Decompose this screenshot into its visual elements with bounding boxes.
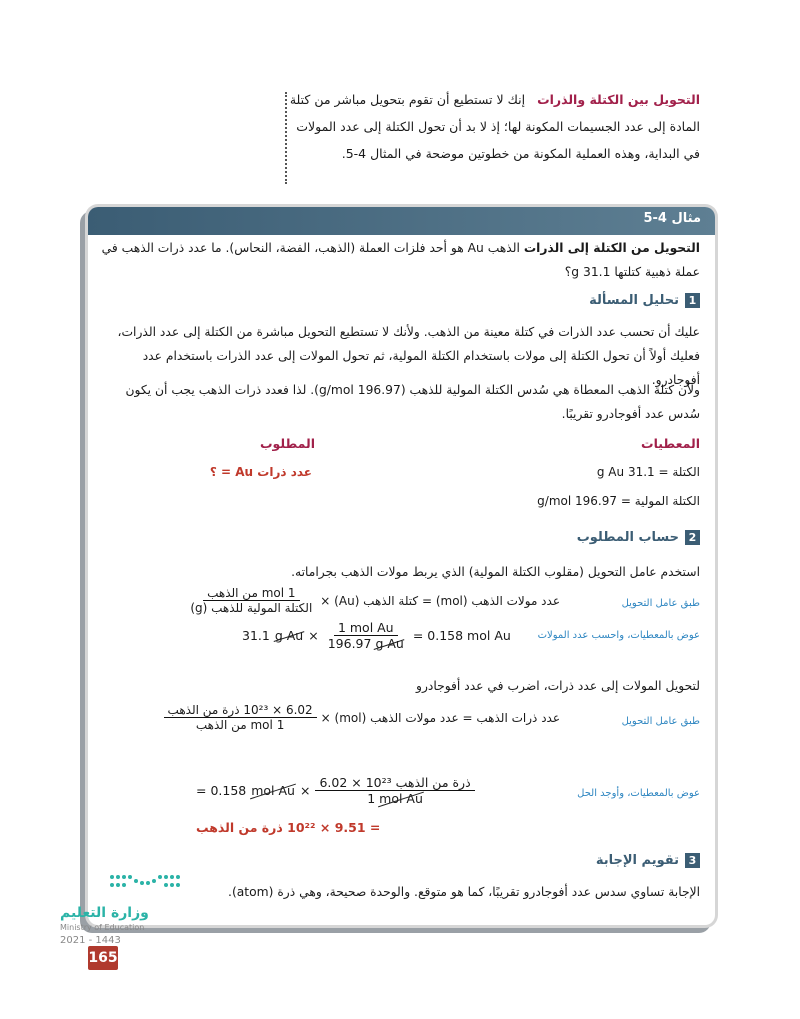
intro-lead: التحويل بين الكتلة والذرات — [537, 92, 700, 107]
problem-statement — [100, 236, 700, 284]
eq2-numerator: 1 mol Au — [334, 620, 398, 636]
eq2-fraction — [324, 620, 408, 651]
given-mass: الكتلة = 31.1 g Au — [596, 465, 700, 479]
step1-paragraph2: ولأن كتلة الذهب المعطاة هي سُدس الكتلة المولية للذهب (196.97 g/mol). لذا فعدد ذرات الذهب يجب أن يكون سُدس عدد أفوجادرو تقريبًا. — [125, 383, 700, 421]
eq1-lhs: عدد مولات الذهب (mol) = كتلة الذهب (Au) × — [320, 593, 560, 608]
eq3-lhs: عدد ذرات الذهب = عدد مولات الذهب (mol) × — [320, 710, 560, 725]
step3-title: تقويم الإجابة — [595, 853, 679, 868]
unknown-label: المطلوب — [259, 436, 315, 451]
eq4-fraction — [315, 775, 474, 806]
intro-text: إنك لا تستطيع أن تقوم بتحويل مباشر من كتلة المادة إلى عدد الجسيمات المكونة لها؛ إذ لا بد أن تحول الكتلة إلى عدد المولات في البداية، وهذه العملية المكونة من خطوتين موضحة في المثال 4-5. — [289, 92, 700, 161]
example-header — [88, 207, 715, 235]
problem-lead: التحويل من الكتلة إلى الذرات — [523, 241, 700, 255]
step3-heading — [596, 853, 700, 868]
given-molar-mass: الكتلة المولية = 196.97 g/mol — [537, 494, 700, 508]
step1-number: 1 — [685, 293, 700, 308]
eq3-fraction — [164, 703, 317, 732]
year-label: 2021 - 1443 — [60, 935, 121, 946]
eq4-numerator: 6.02 × 10²³ ذرة من الذهب — [315, 775, 474, 791]
ministry-name-en: Ministry of Education — [60, 923, 145, 932]
page-number: 165 — [88, 946, 118, 970]
tag-apply-factor: طبق عامل التحويل — [621, 598, 700, 609]
step3-number: 3 — [685, 853, 700, 868]
eq2-result: = 0.158 mol Au — [412, 628, 511, 643]
eq2-denominator: 196.97 g Au — [327, 636, 404, 651]
ministry-logo — [42, 885, 172, 945]
step2-heading — [577, 530, 700, 545]
eq3-numerator: 6.02 × 10²³ ذرة من الذهب — [164, 703, 317, 718]
step1-title: تحليل المسألة — [589, 293, 679, 308]
equation-atoms-calc: = 0.158 mol Au × $\frac{\text{6.02 × 10²³ ذرة من الذهب}}{\text{1 mol Au}}$ — [196, 775, 475, 806]
step3-text: الإجابة تساوي سدس عدد أفوجادرو تقريبًا، كما هو متوقع. والوحدة صحيحة، وهي ذرة (atom). — [228, 885, 700, 899]
eq4-moles-unit: mol Au — [251, 783, 295, 798]
eq3-denominator: 1 mol من الذهب — [195, 718, 285, 732]
tag-substitute-solve: عوض بالمعطيات، وأوجد الحل — [577, 788, 700, 799]
example-title: مثال 4-5 — [643, 211, 701, 226]
final-result: = 9.51 × 10²² ذرة من الذهب — [196, 820, 381, 835]
dots-logo-icon — [102, 867, 262, 897]
eq4-denominator: 1 mol Au — [367, 791, 423, 806]
equation-moles-formula — [186, 586, 560, 615]
given-label: المعطيات — [641, 436, 700, 451]
step2-title: حساب المطلوب — [576, 530, 679, 545]
step2-mid: لتحويل المولات إلى عدد ذرات، اضرب في عدد أفوجادرو — [416, 679, 700, 693]
equation-moles-calc: 31.1 g Au × $\frac{\text{1 mol Au}}{\text{196.97 g Au}}$ = 0.158 mol Au — [242, 620, 511, 651]
equation-atoms-formula — [164, 703, 560, 732]
step1-heading — [589, 293, 700, 308]
eq1-denominator: الكتلة المولية للذهب (g) — [190, 601, 313, 615]
eq1-fraction — [186, 586, 316, 615]
eq1-numerator: 1 mol من الذهب — [203, 586, 299, 601]
ministry-name-ar: وزارة التعليم — [60, 905, 149, 921]
step2-number: 2 — [685, 530, 700, 545]
eq2-mass-unit: g Au — [274, 628, 304, 643]
eq2-mass-value: 31.1 — [242, 628, 270, 643]
step2-intro: استخدم عامل التحويل (مقلوب الكتلة المولية) الذي يربط مولات الذهب بجراماته. — [291, 565, 700, 579]
intro-paragraph — [280, 86, 700, 167]
tag-apply-factor-2: طبق عامل التحويل — [621, 716, 700, 727]
problem-text: الذهب Au هو أحد فلزات العملة (الذهب، الفضة، النحاس). ما عدد ذرات الذهب في عملة ذهبية كتلتها 31.1 g؟ — [101, 241, 700, 279]
tag-substitute-moles: عوض بالمعطيات، واحسب عدد المولات — [537, 630, 700, 641]
eq4-moles-value: = 0.158 — [196, 783, 247, 798]
step1-paragraph1: عليك أن تحسب عدد الذرات في كتلة معينة من الذهب. ولأنك لا تستطيع التحويل مباشرة من الكتلة إلى عدد الذرات، فعليك أولاً أن تحول الكتلة إلى مولات باستخدام الكتلة المولية، ثم تحول المولات إلى عدد الذرات باستخدام عدد أفوجادرو. — [117, 325, 700, 387]
unknown-atoms: عدد ذرات Au = ؟ — [209, 465, 312, 479]
